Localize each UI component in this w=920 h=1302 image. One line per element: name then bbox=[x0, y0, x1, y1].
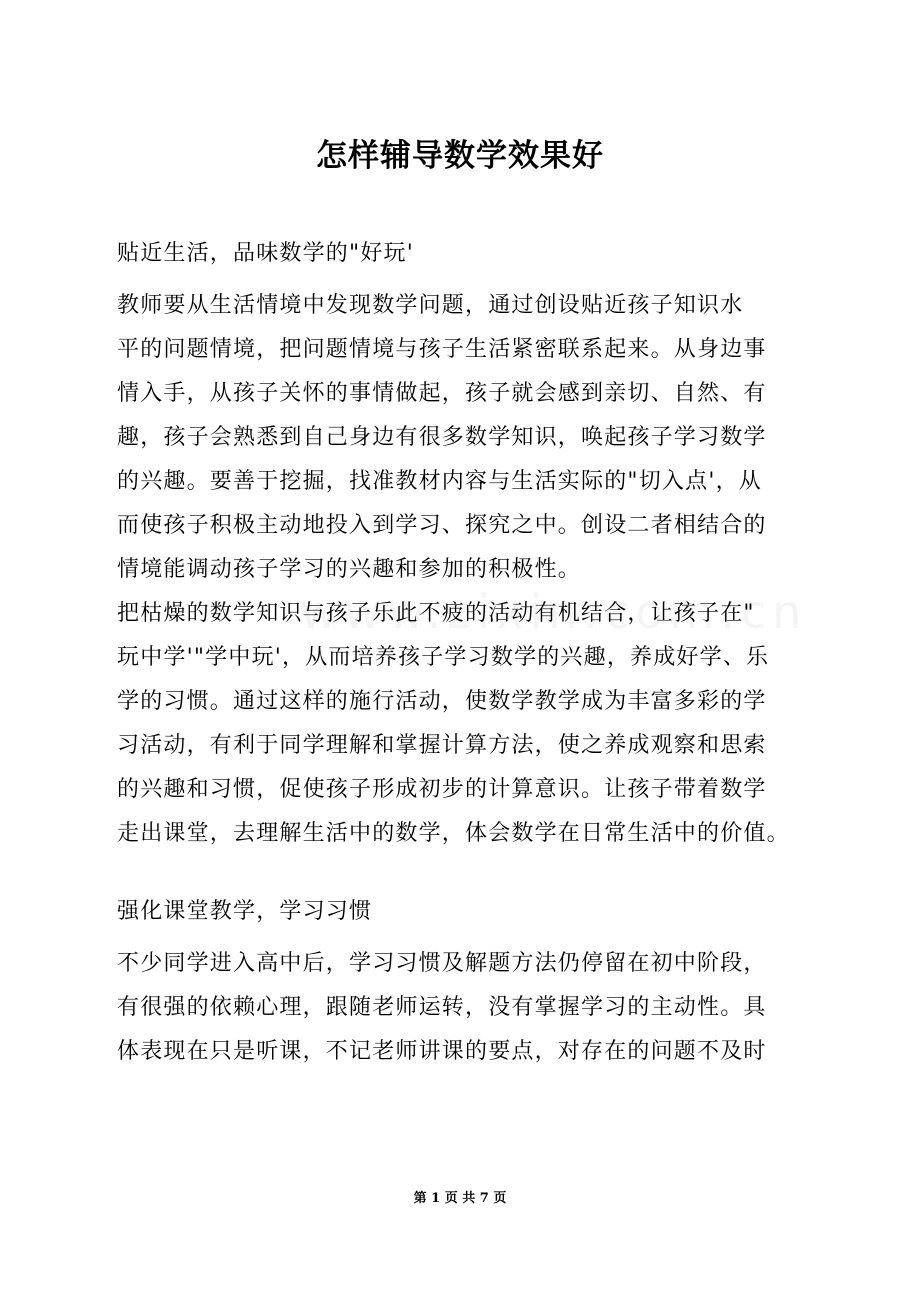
body-line: 情境能调动孩子学习的兴趣和参加的积极性。 bbox=[117, 557, 582, 582]
body-line: 玩中学'"学中玩'，从而培养孩子学习数学的兴趣，养成好学、乐 bbox=[117, 645, 770, 670]
body-line: 有很强的依赖心理，跟随老师运转，没有掌握学习的主动性。具 bbox=[117, 995, 767, 1020]
body-line: 平的问题情境，把问题情境与孩子生活紧密联系起来。从身边事 bbox=[117, 337, 767, 362]
body-line: 趣，孩子会熟悉到自己身边有很多数学知识，唤起孩子学习数学 bbox=[117, 425, 767, 450]
document-title: 怎样辅导数学效果好 bbox=[316, 138, 604, 174]
body-line: 情入手，从孩子关怀的事情做起，孩子就会感到亲切、自然、有 bbox=[117, 381, 767, 406]
body-line: 教师要从生活情境中发现数学问题，通过创设贴近孩子知识水 bbox=[117, 293, 744, 318]
body-line: 的兴趣。要善于挖掘，找准教材内容与生活实际的"切入点'，从 bbox=[117, 469, 762, 494]
section-heading: 强化课堂教学，学习习惯 bbox=[117, 899, 373, 924]
body-line: 不少同学进入高中后，学习习惯及解题方法仍停留在初中阶段， bbox=[117, 951, 767, 976]
body-line: 走出课堂，去理解生活中的数学，体会数学在日常生活中的价值。 bbox=[117, 821, 790, 846]
page-footer: 第 1 页 共 7 页 bbox=[413, 1191, 507, 1206]
body-line: 习活动，有利于同学理解和掌握计算方法，使之养成观察和思索 bbox=[117, 733, 767, 758]
body-line: 把枯燥的数学知识与孩子乐此不疲的活动有机结合，让孩子在" bbox=[117, 601, 755, 626]
body-line: 而使孩子积极主动地投入到学习、探究之中。创设二者相结合的 bbox=[117, 513, 767, 538]
body-line: 的兴趣和习惯，促使孩子形成初步的计算意识。让孩子带着数学 bbox=[117, 777, 767, 802]
body-line: 学的习惯。通过这样的施行活动，使数学教学成为丰富多彩的学 bbox=[117, 689, 767, 714]
body-line: 体表现在只是听课，不记老师讲课的要点，对存在的问题不及时 bbox=[117, 1039, 767, 1064]
section-heading: 贴近生活，品味数学的"好玩' bbox=[117, 241, 414, 266]
